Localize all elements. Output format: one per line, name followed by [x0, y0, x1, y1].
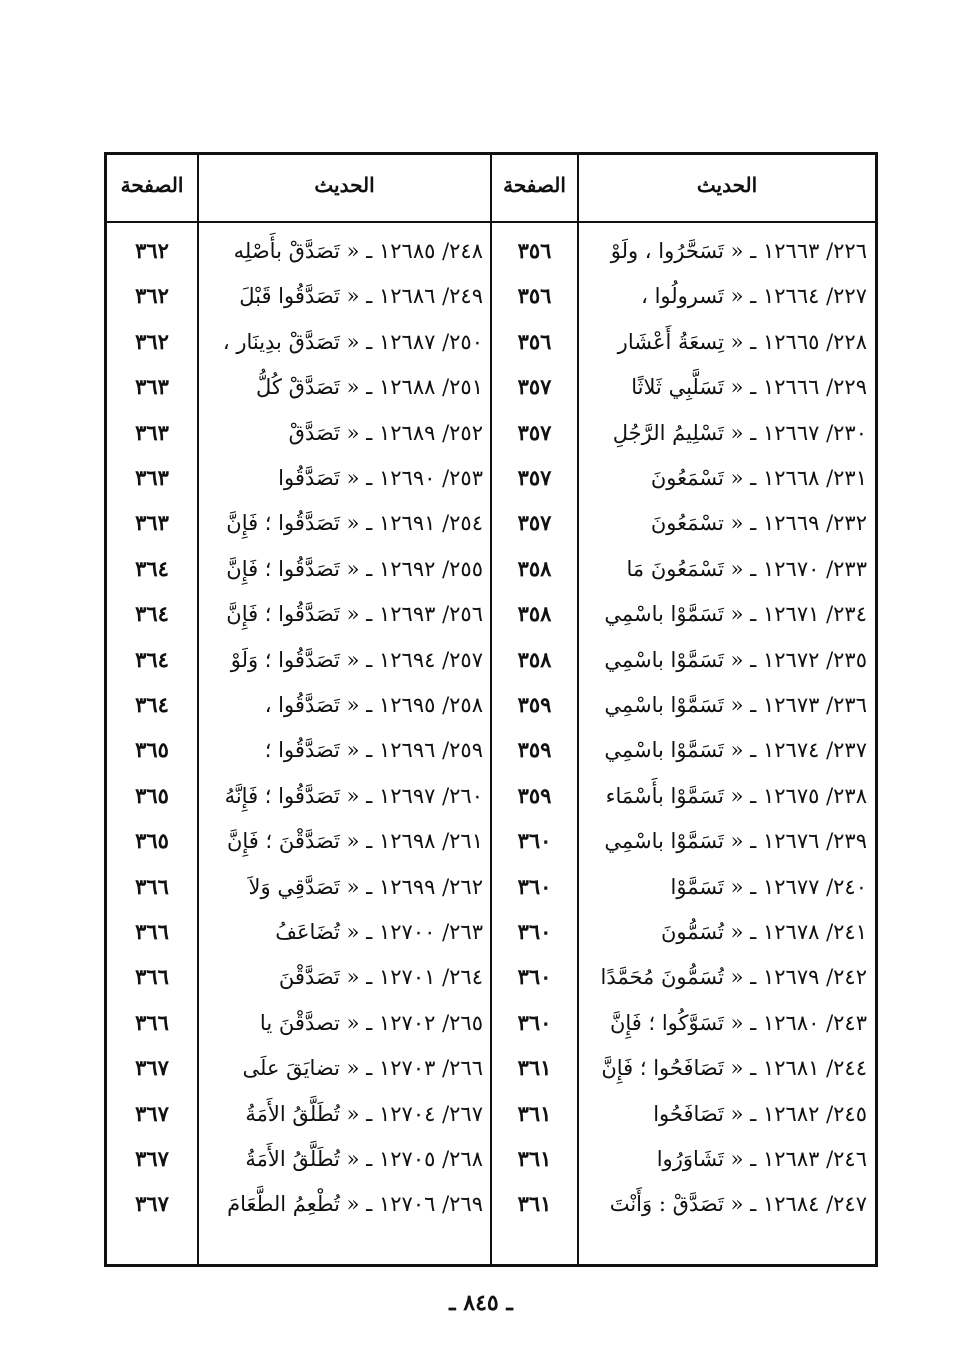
header-right-page: الصفحة	[503, 173, 566, 197]
left-hadith-entry: ٢٦٠/ ١٢٦٩٧ ـ « تَصَدَّقُوا ؛ فَإِنَّهُ	[224, 784, 483, 808]
left-page-number: ٣٦٤	[135, 556, 169, 581]
right-hadith-entry: ٢٣٨/ ١٢٦٧٥ ـ « تَسَمَّوْا بأَسْمَاء	[605, 784, 867, 808]
right-hadith-entry: ٢٢٨/ ١٢٦٦٥ ـ « تِسعَةُ أَعْشَار	[617, 330, 867, 354]
header-left-page: الصفحة	[120, 173, 184, 197]
left-page-number: ٣٦٧	[135, 1146, 169, 1171]
left-hadith-entry: ٢٦٣/ ١٢٧٠٠ ـ « تُضَاعَفُ	[275, 920, 483, 944]
left-page-number: ٣٦٦	[135, 919, 169, 944]
right-page-number: ٣٥٩	[517, 692, 552, 717]
left-page-number: ٣٦٥	[135, 783, 169, 808]
right-page-number: ٣٦١	[517, 1055, 552, 1080]
column-divider	[577, 155, 579, 1264]
left-page-number: ٣٦٤	[135, 692, 169, 717]
left-hadith-entry: ٢٤٨/ ١٢٦٨٥ ـ « تَصَدَّقْ بأَصْلِه	[233, 239, 483, 263]
left-page-number: ٣٦٧	[135, 1101, 169, 1126]
right-page-number: ٣٥٧	[517, 510, 552, 535]
right-hadith-entry: ٢٤٥/ ١٢٦٨٢ ـ « تَصَافَحُوا	[653, 1102, 867, 1126]
left-hadith-entry: ٢٥٣/ ١٢٦٩٠ ـ « تَصَدَّقُوا	[278, 466, 483, 490]
right-hadith-entry: ٢٣٤/ ١٢٦٧١ ـ « تَسَمَّوْا باسْمِي	[604, 602, 867, 626]
left-page-number: ٣٦٢	[135, 238, 169, 263]
left-page-number: ٣٦٦	[135, 1010, 169, 1035]
right-hadith-entry: ٢٣٢/ ١٢٦٦٩ ـ « تسْمَعُونَ	[650, 511, 867, 535]
column-divider	[197, 155, 199, 1264]
right-page-number: ٣٥٦	[517, 283, 552, 308]
left-hadith-entry: ٢٦٥/ ١٢٧٠٢ ـ « تصدَّقْنَ يا	[259, 1011, 483, 1035]
left-hadith-entry: ٢٦٩/ ١٢٧٠٦ ـ « تُطْعِمُ الطَّعَامَ	[227, 1192, 483, 1216]
left-page-number: ٣٦٤	[135, 601, 169, 626]
left-hadith-entry: ٢٥١/ ١٢٦٨٨ ـ « تَصَدَّقْ كُلُّ	[256, 375, 483, 399]
left-hadith-entry: ٢٥٨/ ١٢٦٩٥ ـ « تَصَدَّقُوا ،	[264, 693, 483, 717]
left-hadith-entry: ٢٦٤/ ١٢٧٠١ ـ « تَصَدَّقْنَ	[278, 965, 483, 989]
right-page-number: ٣٦٠	[517, 1010, 552, 1035]
right-hadith-entry: ٢٣١/ ١٢٦٦٨ ـ « تَسْمَعُونَ	[650, 466, 867, 490]
left-hadith-entry: ٢٦٨/ ١٢٧٠٥ ـ « تُطَلَّقُ الأَمَةُ	[245, 1147, 483, 1171]
index-table	[104, 152, 878, 1267]
left-page-number: ٣٦٦	[135, 874, 169, 899]
left-hadith-entry: ٢٥٤/ ١٢٦٩١ ـ « تَصَدَّقُوا ؛ فَإِنَّ	[226, 511, 483, 535]
right-hadith-entry: ٢٤٢/ ١٢٦٧٩ ـ « تُسَمُّونَ مُحَمَّدًا	[600, 965, 867, 989]
left-hadith-entry: ٢٦٢/ ١٢٦٩٩ ـ « تَصَدَّقِي وَلاَ	[248, 875, 483, 899]
left-page-number: ٣٦٤	[135, 647, 169, 672]
right-hadith-entry: ٢٣٠/ ١٢٦٦٧ ـ « تَسْلِيمُ الرَّجُلِ	[612, 421, 867, 445]
left-hadith-entry: ٢٥٩/ ١٢٦٩٦ ـ « تَصَدَّقُوا ؛	[264, 738, 483, 762]
left-page-number: ٣٦٣	[135, 510, 169, 535]
right-hadith-entry: ٢٢٩/ ١٢٦٦٦ ـ « تَسَلَّبِي ثَلاثًا	[631, 375, 867, 399]
right-page-number: ٣٥٩	[517, 737, 552, 762]
right-hadith-entry: ٢٣٧/ ١٢٦٧٤ ـ « تَسَمَّوْا باسْمِي	[604, 738, 867, 762]
left-hadith-entry: ٢٥٥/ ١٢٦٩٢ ـ « تَصَدَّقُوا ؛ فَإِنَّ	[226, 557, 483, 581]
left-hadith-entry: ٢٥٦/ ١٢٦٩٣ ـ « تَصَدَّقُوا ؛ فَإِنَّ	[226, 602, 483, 626]
right-page-number: ٣٥٦	[517, 238, 552, 263]
right-page-number: ٣٦١	[517, 1146, 552, 1171]
right-page-number: ٣٥٧	[517, 465, 552, 490]
header-divider	[107, 221, 875, 223]
right-hadith-entry: ٢٢٦/ ١٢٦٦٣ ـ « تَسَحَّرُوا ، ولَوْ	[610, 239, 867, 263]
left-page-number: ٣٦٥	[135, 828, 169, 853]
left-page-number: ٣٦٧	[135, 1191, 169, 1216]
right-page-number: ٣٥٧	[517, 374, 552, 399]
right-hadith-entry: ٢٤٧/ ١٢٦٨٤ ـ « تَصَدَّقْ : وَأَنْتَ	[609, 1192, 867, 1216]
right-hadith-entry: ٢٤٦/ ١٢٦٨٣ ـ « تَشَاوَرُوا	[656, 1147, 867, 1171]
right-page-number: ٣٥٧	[517, 420, 552, 445]
right-page-number: ٣٦١	[517, 1101, 552, 1126]
left-page-number: ٣٦٦	[135, 964, 169, 989]
right-hadith-entry: ٢٣٣/ ١٢٦٧٠ ـ « تَسْمَعُونَ مَا	[626, 557, 867, 581]
header-left-hadith: الحديث	[314, 173, 375, 197]
right-page-number: ٣٥٩	[517, 783, 552, 808]
right-hadith-entry: ٢٣٩/ ١٢٦٧٦ ـ « تَسَمَّوْا باسْمِي	[604, 829, 867, 853]
left-page-number: ٣٦٣	[135, 465, 169, 490]
right-page-number: ٣٦١	[517, 1191, 552, 1216]
page-number: ـ ٨٤٥ ـ	[449, 1290, 513, 1316]
left-hadith-entry: ٢٦٦/ ١٢٧٠٣ ـ « تضايَقَ علَى	[242, 1056, 483, 1080]
left-hadith-entry: ٢٥٢/ ١٢٦٨٩ ـ « تَصَدَّقْ	[288, 421, 483, 445]
right-page-number: ٣٥٦	[517, 329, 552, 354]
left-hadith-entry: ٢٥٠/ ١٢٦٨٧ ـ « تَصَدَّقْ بدِينَار ،	[222, 330, 483, 354]
right-page-number: ٣٥٨	[517, 601, 552, 626]
right-page-number: ٣٦٠	[517, 874, 552, 899]
right-hadith-entry: ٢٤٠/ ١٢٦٧٧ ـ « تَسَمَّوْا	[670, 875, 867, 899]
left-page-number: ٣٦٣	[135, 374, 169, 399]
left-hadith-entry: ٢٤٩/ ١٢٦٨٦ ـ « تَصَدَّقُوا قَبْلَ	[239, 284, 483, 308]
right-page-number: ٣٥٨	[517, 647, 552, 672]
left-page-number: ٣٦٢	[135, 283, 169, 308]
right-page-number: ٣٦٠	[517, 828, 552, 853]
left-hadith-entry: ٢٦١/ ١٢٦٩٨ ـ « تَصَدَّقْنَ ؛ فَإِنَّ	[226, 829, 483, 853]
right-page-number: ٣٥٨	[517, 556, 552, 581]
left-page-number: ٣٦٥	[135, 737, 169, 762]
right-page-number: ٣٦٠	[517, 919, 552, 944]
right-hadith-entry: ٢٤٣/ ١٢٦٨٠ ـ « تَسَوَّكُوا ؛ فَإِنَّ	[609, 1011, 867, 1035]
right-hadith-entry: ٢٣٦/ ١٢٦٧٣ ـ « تَسَمَّوْا باسْمِي	[604, 693, 867, 717]
left-hadith-entry: ٢٥٧/ ١٢٦٩٤ ـ « تَصَدَّقُوا ؛ وَلَوْ	[230, 648, 483, 672]
left-hadith-entry: ٢٦٧/ ١٢٧٠٤ ـ « تُطَلَّقُ الأَمَةُ	[245, 1102, 483, 1126]
header-right-hadith: الحديث	[696, 173, 758, 197]
right-page-number: ٣٦٠	[517, 964, 552, 989]
right-hadith-entry: ٢٤٤/ ١٢٦٨١ ـ « تَصَافَحُوا ؛ فَإِنَّ	[601, 1056, 867, 1080]
left-page-number: ٣٦٢	[135, 329, 169, 354]
right-hadith-entry: ٢٢٧/ ١٢٦٦٤ ـ « تَسرولُوا ،	[641, 284, 867, 308]
left-page-number: ٣٦٣	[135, 420, 169, 445]
right-hadith-entry: ٢٣٥/ ١٢٦٧٢ ـ « تَسَمَّوْا باسْمِي	[604, 648, 867, 672]
left-page-number: ٣٦٧	[135, 1055, 169, 1080]
right-hadith-entry: ٢٤١/ ١٢٦٧٨ ـ « تُسَمُّونَ	[660, 920, 867, 944]
